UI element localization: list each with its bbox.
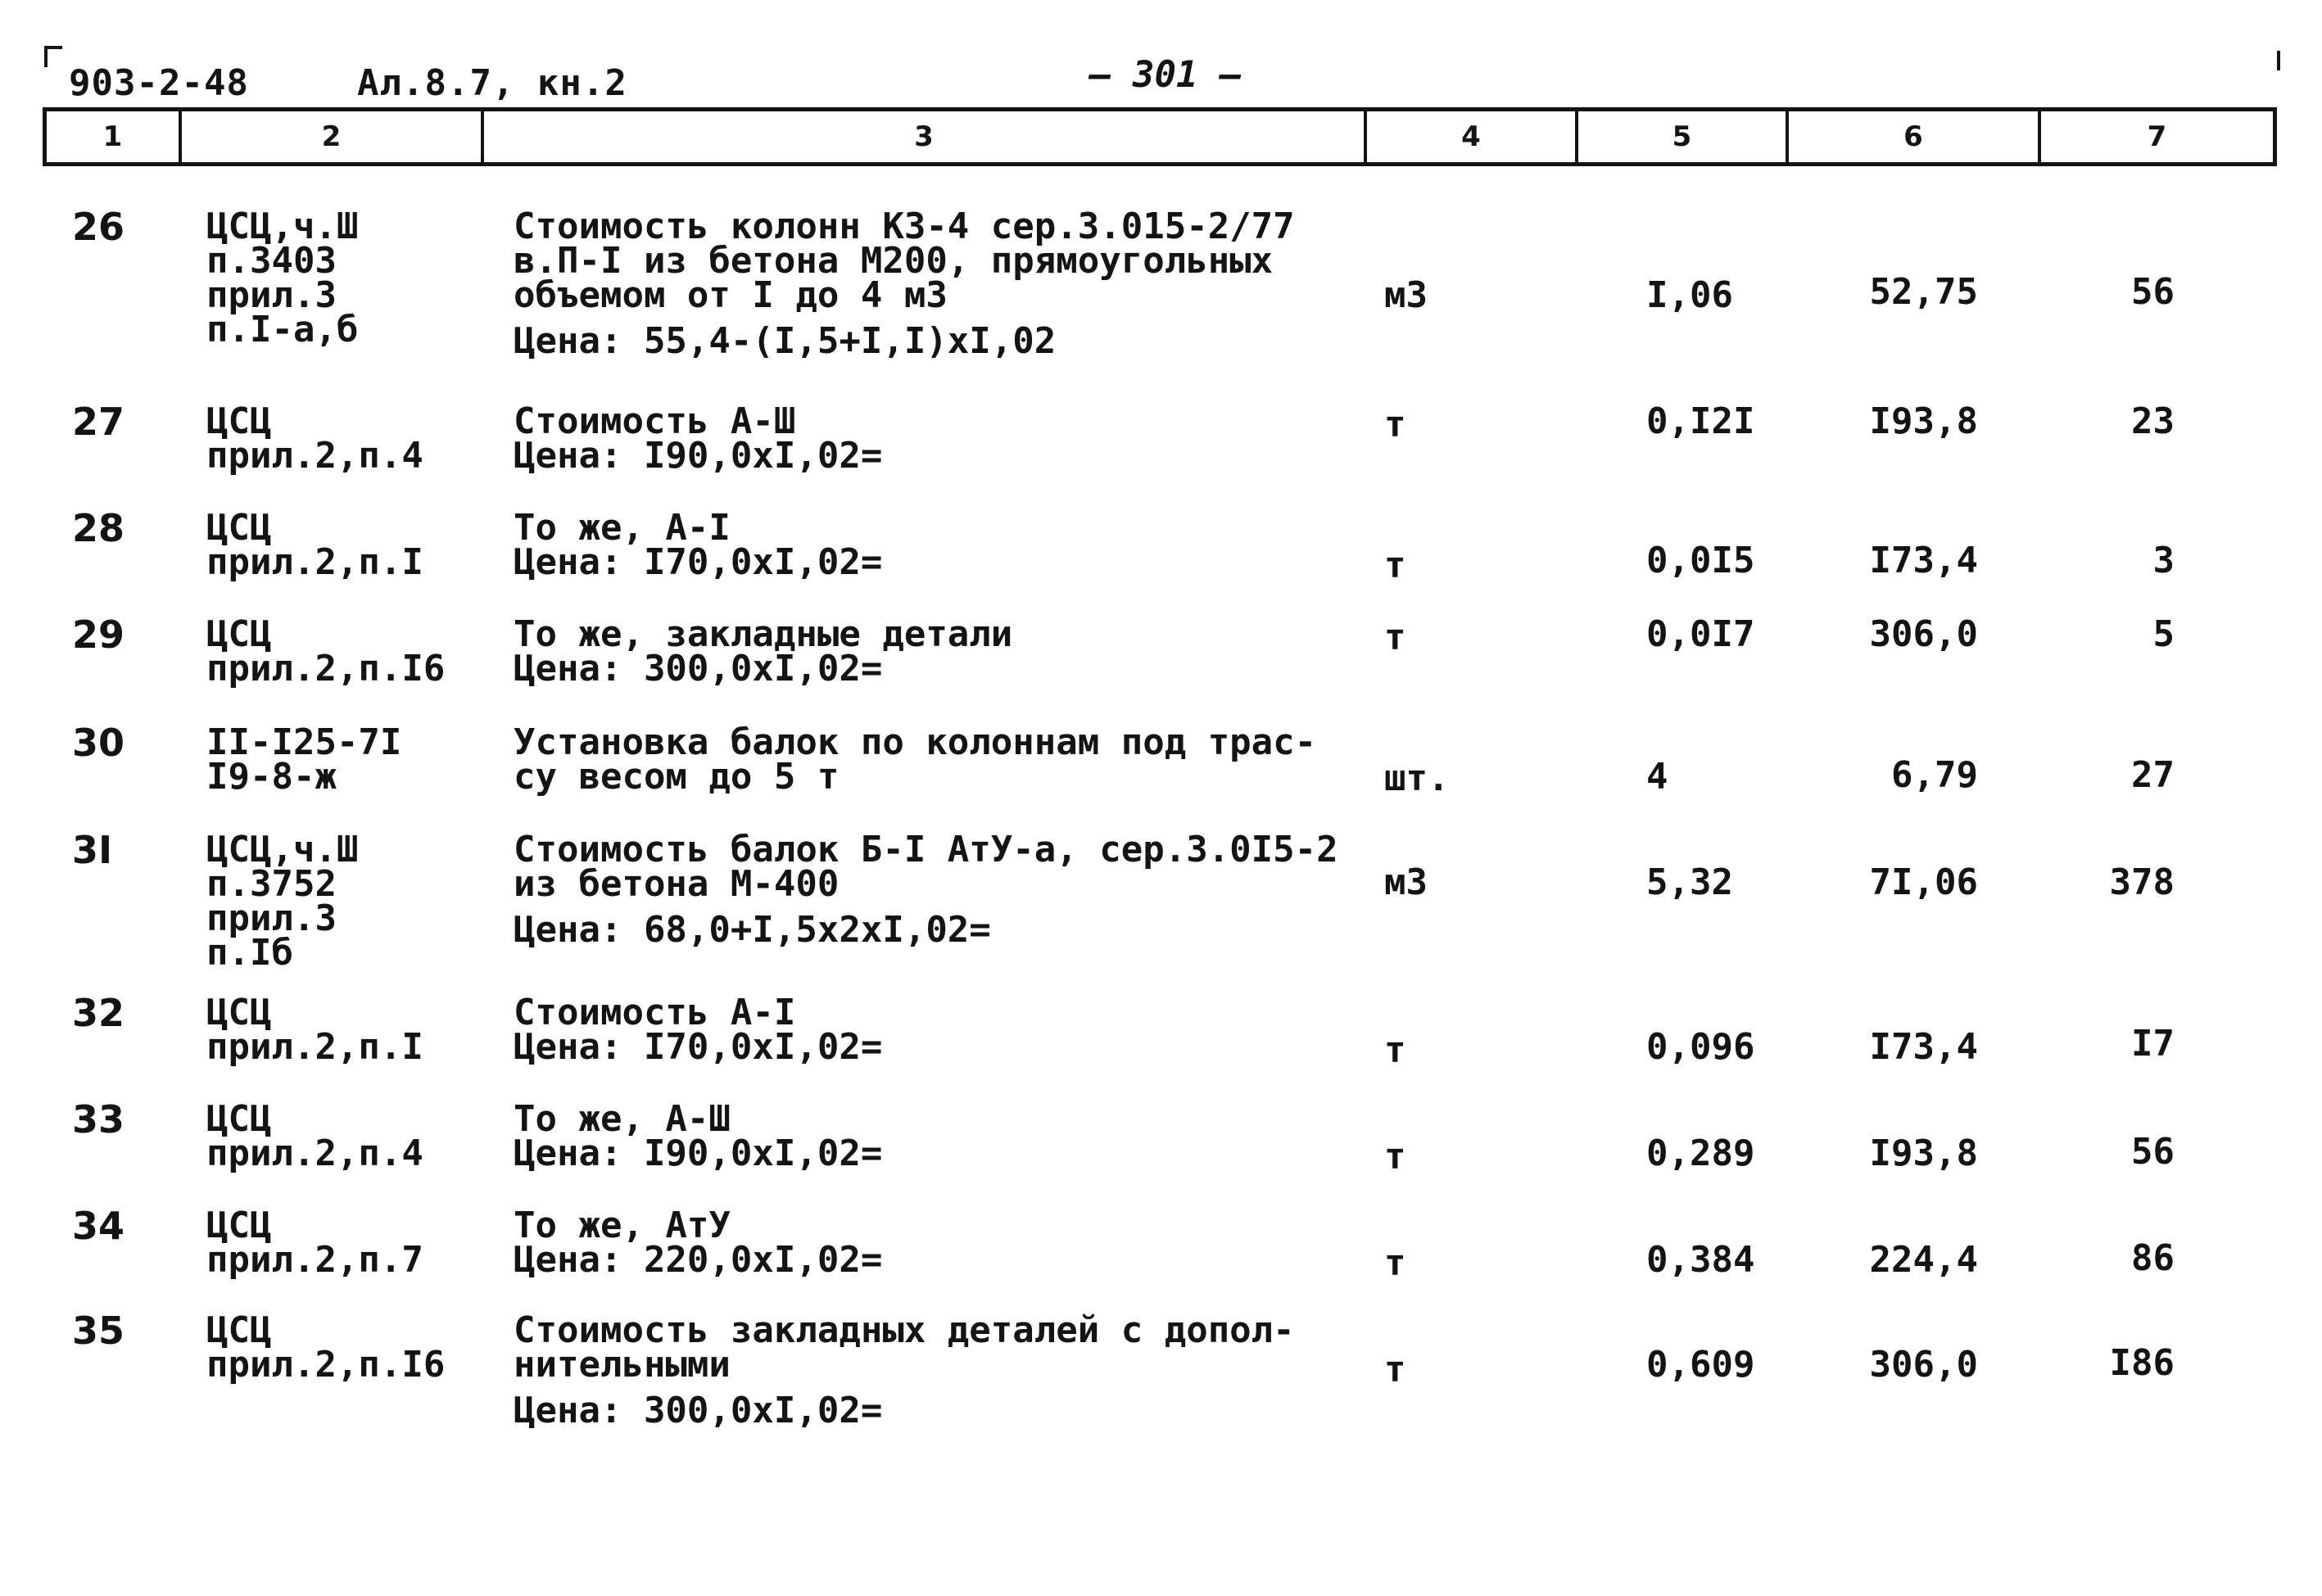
unit-price: I73,4 bbox=[1869, 540, 1978, 581]
item-description bbox=[514, 613, 1013, 689]
item-description bbox=[514, 206, 1295, 362]
description-line: нительными bbox=[514, 1344, 731, 1386]
reference-line: прил.3 bbox=[206, 897, 337, 939]
row-number: 32 bbox=[72, 991, 125, 1035]
item-description bbox=[514, 721, 1317, 798]
description-line: То же, А-Ш bbox=[514, 1098, 731, 1140]
source-reference bbox=[206, 400, 423, 477]
column-header-1: 1 bbox=[47, 111, 182, 162]
quantity: 0,0I7 bbox=[1646, 613, 1755, 655]
reference-line: ЦСЦ bbox=[206, 1098, 272, 1140]
reference-line: ЦСЦ bbox=[206, 1205, 272, 1246]
row-number: 27 bbox=[72, 400, 125, 444]
total-cost: I7 bbox=[2131, 1023, 2175, 1065]
description-line: То же, АтУ bbox=[514, 1205, 731, 1246]
unit-of-measure: шт. bbox=[1384, 757, 1450, 799]
unit-price: 306,0 bbox=[1869, 1344, 1978, 1386]
row-number: 35 bbox=[72, 1309, 125, 1353]
column-header-7: 7 bbox=[2147, 120, 2167, 153]
row-number: 26 bbox=[72, 205, 125, 249]
reference-line: ЦСЦ,ч.Ш bbox=[206, 829, 359, 870]
reference-line: ЦСЦ bbox=[206, 1309, 272, 1351]
unit-of-measure: т bbox=[1384, 1029, 1406, 1071]
total-cost: 27 bbox=[2131, 754, 2175, 796]
description-line: Стоимость А-I bbox=[514, 992, 796, 1033]
item-description bbox=[514, 1098, 883, 1174]
item-description bbox=[514, 1205, 883, 1281]
reference-line: п.3403 bbox=[206, 240, 337, 282]
reference-line: прил.2,п.7 bbox=[206, 1239, 423, 1281]
document-code: 903-2-48 bbox=[69, 62, 249, 104]
unit-of-measure: м3 bbox=[1384, 274, 1428, 316]
page-number: — 301 — bbox=[1089, 54, 1242, 96]
description-line: су весом до 5 т bbox=[514, 756, 840, 798]
unit-price: I73,4 bbox=[1869, 1026, 1978, 1068]
reference-line: ЦСЦ,ч.Ш bbox=[206, 206, 359, 247]
row-number: 34 bbox=[72, 1204, 125, 1248]
source-reference bbox=[206, 1205, 423, 1281]
description-line: Цена: 300,0хI,02= bbox=[514, 648, 883, 689]
unit-of-measure: т bbox=[1384, 1349, 1406, 1390]
description-line: Стоимость закладных деталей с допол- bbox=[514, 1309, 1295, 1351]
description-line: Цена: I70,0хI,02= bbox=[514, 541, 883, 583]
price-formula: Цена: 55,4-(I,5+I,I)хI,02 bbox=[514, 320, 1057, 362]
unit-price: 6,79 bbox=[1891, 754, 1978, 796]
description-line: Стоимость А-Ш bbox=[514, 400, 796, 442]
quantity: 0,609 bbox=[1646, 1344, 1755, 1386]
total-cost: 56 bbox=[2131, 1131, 2175, 1173]
quantity: 0,289 bbox=[1646, 1133, 1755, 1174]
description-line: Стоимость балок Б-I АтУ-а, сер.3.0I5-2 bbox=[514, 829, 1338, 870]
description-line: Цена: I90,0хI,02= bbox=[514, 435, 883, 477]
description-line: в.П-I из бетона М200, прямоугольных bbox=[514, 240, 1274, 282]
total-cost: 23 bbox=[2131, 400, 2175, 442]
total-cost: 3 bbox=[2152, 540, 2175, 581]
column-header-3: 3 bbox=[484, 111, 1367, 162]
edge-tick bbox=[2277, 51, 2280, 70]
quantity: 0,I2I bbox=[1646, 400, 1755, 442]
row-number: 33 bbox=[72, 1097, 125, 1142]
quantity: 0,096 bbox=[1646, 1026, 1755, 1068]
reference-line: прил.2,п.4 bbox=[206, 1133, 423, 1174]
unit-of-measure: м3 bbox=[1384, 861, 1428, 903]
description-line: Цена: I90,0хI,02= bbox=[514, 1133, 883, 1174]
unit-of-measure: т bbox=[1384, 617, 1406, 658]
reference-line: п.3752 bbox=[206, 863, 337, 905]
reference-line: п.Iб bbox=[206, 932, 293, 974]
unit-of-measure: т bbox=[1384, 404, 1406, 445]
unit-price: I93,8 bbox=[1869, 400, 1978, 442]
column-header-4: 4 bbox=[1367, 111, 1578, 162]
description-line: Цена: 220,0хI,02= bbox=[514, 1239, 883, 1281]
quantity: 0,384 bbox=[1646, 1239, 1755, 1281]
unit-of-measure: т bbox=[1384, 1136, 1406, 1178]
description-line: То же, А-I bbox=[514, 507, 731, 549]
description-line: из бетона М-400 bbox=[514, 863, 840, 905]
reference-line: ЦСЦ bbox=[206, 400, 272, 442]
source-reference bbox=[206, 507, 423, 583]
column-header-5: 5 bbox=[1578, 111, 1789, 162]
column-header-2: 2 bbox=[182, 111, 484, 162]
row-number: 3I bbox=[72, 828, 113, 872]
quantity: 5,32 bbox=[1646, 861, 1733, 903]
reference-line: прил.2,п.I6 bbox=[206, 648, 446, 689]
source-reference bbox=[206, 613, 446, 689]
item-description bbox=[514, 992, 883, 1068]
source-reference bbox=[206, 829, 359, 974]
quantity: 4 bbox=[1646, 756, 1668, 798]
description-line: То же, закладные детали bbox=[514, 613, 1013, 655]
row-number: 30 bbox=[72, 721, 125, 765]
reference-line: прил.2,п.I6 bbox=[206, 1344, 446, 1386]
reference-line: ЦСЦ bbox=[206, 507, 272, 549]
unit-price: 306,0 bbox=[1869, 613, 1978, 655]
reference-line: ЦСЦ bbox=[206, 992, 272, 1033]
source-reference bbox=[206, 1309, 446, 1386]
unit-price: 7I,06 bbox=[1869, 861, 1978, 903]
total-cost: 378 bbox=[2109, 861, 2175, 903]
source-reference bbox=[206, 1098, 423, 1174]
row-number: 28 bbox=[72, 506, 125, 550]
total-cost: 86 bbox=[2131, 1237, 2175, 1279]
reference-line: п.I-а,б bbox=[206, 309, 359, 350]
description-line: Цена: I70,0хI,02= bbox=[514, 1026, 883, 1068]
description-line: объемом от I до 4 м3 bbox=[514, 274, 948, 316]
unit-price: I93,8 bbox=[1869, 1133, 1978, 1174]
album-reference: Ал.8.7, кн.2 bbox=[357, 62, 627, 104]
reference-line: I9-8-ж bbox=[206, 756, 337, 798]
description-line: Установка балок по колоннам под трас- bbox=[514, 721, 1317, 763]
unit-of-measure: т bbox=[1384, 545, 1406, 586]
source-reference bbox=[206, 206, 359, 350]
column-header-row bbox=[43, 107, 2277, 166]
unit-price: 52,75 bbox=[1869, 271, 1978, 313]
item-description bbox=[514, 1309, 1295, 1431]
item-description bbox=[514, 829, 1338, 951]
item-description bbox=[514, 400, 883, 477]
quantity: 0,0I5 bbox=[1646, 540, 1755, 581]
source-reference bbox=[206, 721, 402, 798]
total-cost: I86 bbox=[2109, 1342, 2175, 1384]
row-number: 29 bbox=[72, 613, 125, 657]
total-cost: 5 bbox=[2152, 613, 2175, 655]
unit-price: 224,4 bbox=[1869, 1239, 1978, 1281]
description-line: Стоимость колонн КЗ-4 сер.3.015-2/77 bbox=[514, 206, 1295, 247]
reference-line: прил.2,п.I bbox=[206, 1026, 423, 1068]
reference-line: ЦСЦ bbox=[206, 613, 272, 655]
item-description bbox=[514, 507, 883, 583]
quantity: I,06 bbox=[1646, 274, 1733, 316]
price-formula: Цена: 300,0хI,02= bbox=[514, 1390, 883, 1431]
price-formula: Цена: 68,0+I,5х2хI,02= bbox=[514, 909, 991, 951]
source-reference bbox=[206, 992, 423, 1068]
column-header-6: 6 bbox=[1789, 111, 2041, 162]
reference-line: II-I25-7I bbox=[206, 721, 402, 763]
reference-line: прил.2,п.4 bbox=[206, 435, 423, 477]
total-cost: 56 bbox=[2131, 271, 2175, 313]
reference-line: прил.2,п.I bbox=[206, 541, 423, 583]
reference-line: прил.3 bbox=[206, 274, 337, 316]
corner-mark bbox=[44, 46, 62, 67]
unit-of-measure: т bbox=[1384, 1242, 1406, 1284]
